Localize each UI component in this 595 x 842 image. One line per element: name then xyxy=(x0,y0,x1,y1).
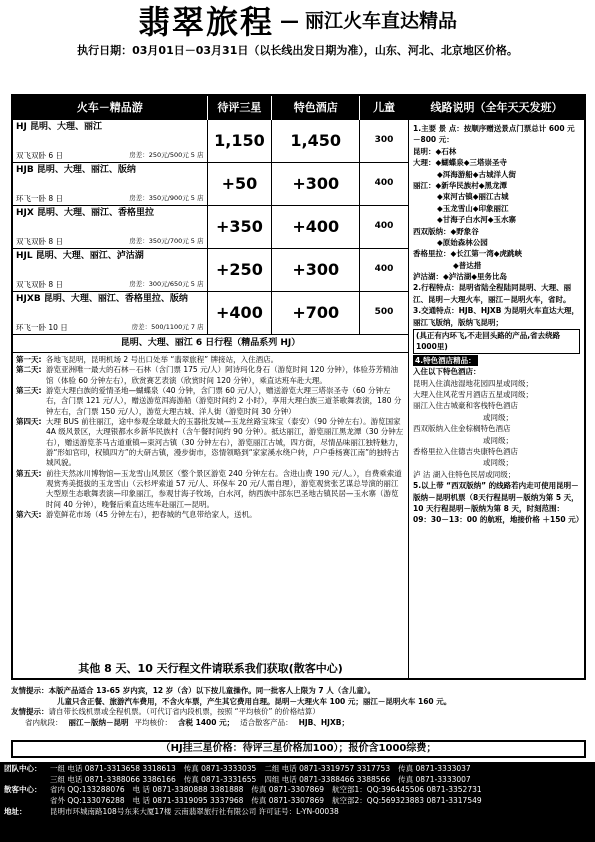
itinerary-title: 昆明、大理、丽江 6 日行程（精品系列 HJ） xyxy=(13,335,408,353)
price-child: 400 xyxy=(374,221,394,232)
contact-item: 传真 0871-3333035 xyxy=(183,764,257,773)
room-diff: 房差：500/1100元 7 店 xyxy=(131,322,204,331)
room-diff: 房差：250元/500元 5 店 xyxy=(129,150,204,159)
note-line: 昆明：◆石林 xyxy=(413,146,457,156)
price-special-hotel: +300 xyxy=(272,249,360,291)
room-diff: 房差：350元/900元 5 店 xyxy=(129,193,204,202)
price-three-star: +400 xyxy=(208,292,273,334)
main-table xyxy=(11,94,586,680)
boxed-note: (具正有内环飞,不走回头路的产品,省去绕路1000里) xyxy=(413,329,580,354)
note-line: 泸沽湖：◆泸沽湖◆里务比岛 xyxy=(413,272,508,282)
table-row xyxy=(13,292,408,335)
room-diff: 房差：300元/650元 5 店 xyxy=(129,279,204,288)
itinerary-footer: 其他 8 天、10 天行程文件请联系我们获取(散客中心) xyxy=(78,662,343,676)
route-notes-column xyxy=(409,96,584,678)
title-dash: — xyxy=(280,10,299,33)
price-special-hotel: +300 xyxy=(272,163,360,205)
day-label: 第三天: xyxy=(16,386,42,396)
day-label: 第二天: xyxy=(16,365,42,375)
hotel-item: 西双版纳入住金棕榈特色酒店 xyxy=(413,424,511,434)
note-line: ◆甘海子白水河◆玉水寨 xyxy=(437,215,517,225)
note-line: 西双版纳：◆野象谷 xyxy=(413,226,479,236)
hotel-item: 昆明入住滇池湿地花园四星或同级； xyxy=(413,378,533,388)
day-text: 前往天然冰川博物馆—玉龙雪山风景区（整个景区游览 240 分钟左右。含进山费 190 元/人。），自费乘索道观赏秀美挺拔的玉龙雪山（云杉坪索道 57 元/人、环保车 20 元/人需自理），游览观赏张艺谋总导演的丽江大型原生态歌舞表演—印象丽江，参观甘海子牧场，白水河，纳西族中部东巴圣地古镇民居—玉水寨（游览时间 40 分钟），晚餐后乘直达班车赴丽江—昆明。 xyxy=(46,468,402,509)
route-duration: 环飞一卧 10 日 xyxy=(16,322,68,332)
execution-dates: 执行日期：03月01日－03月31日（以长线出发日期为准），山东、河北、北京地区价格。 xyxy=(77,44,518,57)
route-name: HJX 昆明、大理、丽江、香格里拉 xyxy=(16,208,154,218)
tips-text: 请自带长线机票或全程机票。（可代订省内段机票，按照 “平均核价” 的价格结算） xyxy=(48,707,320,716)
contact-item: 省外 QQ:133076288 xyxy=(50,795,125,805)
hotel-item: 或同级； xyxy=(483,435,513,445)
note-line: 香格里拉：◆长江第一湾◆虎跳峡 xyxy=(413,249,523,259)
note-line: ◆束河古镇◆丽江古城 xyxy=(437,192,509,202)
contact-item: 三组 电话 0871-3388066 3386166 xyxy=(50,774,176,784)
address-label: 地址： xyxy=(4,806,27,816)
price-three-star: +350 xyxy=(208,206,273,248)
route-duration: 双飞双卧 8 日 xyxy=(16,279,64,289)
flight-price-label: 平均核价： xyxy=(134,717,172,727)
route-name: HJL 昆明、大理、丽江、泸沽湖 xyxy=(16,251,144,261)
note-line: ◆普达措 xyxy=(453,260,482,270)
flight-label: 省内航段： xyxy=(25,717,63,727)
contact-item: 一组 电话 0871-3313658 3318613 xyxy=(50,764,176,773)
flight-route: 丽江－版纳－昆明 xyxy=(68,717,129,727)
table-row xyxy=(13,120,408,163)
contact-item: 航空部1：QQ:396445506 0871-3352731 xyxy=(332,785,482,795)
contact-item: 电 话 0871-3319095 3337968 xyxy=(132,795,244,805)
day-text: 大理 BUS 前往丽江，途中参观全球最大的玉器批发城—玉龙丝路宝珠宝（泰安）（90 分钟左右）。游览国家 4A 级风景区，大理银都水乡新华民族村（含午餐时间约 90 分钟）。抵达丽江，游览丽江黑龙潭（30 分钟左右），赠送游览茶马古道重镇—束河古镇（30 分钟左右），游览丽江古城，四方街，尽情品味丽江独特魅力，游“形如官印，权镇四方”的大研古镇，漫步街市，恣情领略到“家家溪水绕户转，户户垂杨赛江南”的独特古城风貌。 xyxy=(46,417,404,468)
route-duration: 双飞双卧 6 日 xyxy=(16,150,64,160)
day-label: 第一天: xyxy=(16,355,42,364)
hotel-item: 香格里拉入住德吉央康特色酒店 xyxy=(413,446,518,456)
contact-footer xyxy=(0,762,595,842)
fit-label: 散客中心： xyxy=(4,785,42,795)
tips-label: 友情提示： xyxy=(11,707,49,716)
itinerary-day xyxy=(16,365,405,386)
table-row xyxy=(13,163,408,206)
header-three-star: 待评三星 xyxy=(208,96,273,120)
tips-text: 本版产品适合 13-65 岁内宾，12 岁（含）以下按儿童操作。同一批客人上限为 7 人（含儿童）。 xyxy=(48,686,375,695)
flight-price: 含税 1400 元； xyxy=(178,717,235,727)
header-special-hotel: 特色酒店 xyxy=(272,96,360,120)
route-duration: 环飞一卧 8 日 xyxy=(16,193,64,203)
price-child: 400 xyxy=(374,264,394,275)
tips-section xyxy=(11,686,586,738)
team-label: 团队中心： xyxy=(4,764,42,773)
route-name: HJ 昆明、大理、丽江 xyxy=(16,122,103,132)
team-row xyxy=(4,775,591,786)
note-line: 丽江：◆新华民族村◆黑龙潭 xyxy=(413,180,508,190)
note-line: 1.主要 景 点：按顺序赠送景点门票总计 600 元－800 元： xyxy=(413,124,575,145)
itinerary-body xyxy=(13,353,408,660)
price-special-hotel: +400 xyxy=(272,206,360,248)
flight-suit: HJB、HJXB； xyxy=(298,717,349,727)
itinerary-day xyxy=(16,469,405,510)
hotel-item: 大理入住风花雪月酒店五星或同级； xyxy=(413,389,533,399)
address-text: 昆明市环城南路108号东来大厦17楼 云南翡翠旅行社有限公司 许可证号：L-YN-00038 xyxy=(50,806,339,816)
day-label: 第六天: xyxy=(16,510,42,520)
note-line: 3.交通特点：HJB、HJXB 为昆明火车直达大理，丽江飞版纳，版纳飞昆明； xyxy=(413,306,580,327)
fit-row xyxy=(4,796,591,807)
day-text: 各地飞昆明，昆明机场 2 号出口处举 “翡翠旅程” 牌接站，入住酒店。 xyxy=(46,355,279,364)
price-three-star: 1,150 xyxy=(208,120,273,162)
itinerary-day xyxy=(16,386,405,417)
hotel-section-title: 4.特色酒店精品： xyxy=(415,355,476,365)
table-row xyxy=(13,249,408,292)
hotel-item: 或同级； xyxy=(483,458,513,468)
team-row xyxy=(4,764,591,775)
contact-item: 传真 0871-3331655 xyxy=(183,774,257,784)
hotel-item: 丽江入住古城豪和客栈特色酒店 xyxy=(413,401,518,411)
price-special-hotel: +700 xyxy=(272,292,360,334)
contact-item: 传真 0871-3307869 xyxy=(251,785,325,795)
contact-item: 传真 0871-3333037 xyxy=(398,764,471,773)
price-child: 300 xyxy=(374,135,394,146)
day-text: 游览大理白族的爱情圣地—蝴蝶泉（40 分钟，含门票 60 元/人），赠送游览大理三塔崇圣寺（60 分钟左右，含门票 121 元/人），赠送游览洱海游船（游览时间约 2 小时），享用大理白族三道茶歌舞表演，180 分钟左右，含门票 150 元/人），游览大理古城、洋人街（游览时间 30 分钟） xyxy=(46,386,402,416)
price-note: （HJ挂三星价格：待评三星价格加100）；报价含1000综费； xyxy=(11,740,586,758)
price-three-star: +50 xyxy=(208,163,273,205)
itinerary-day xyxy=(16,417,405,469)
price-special-hotel: 1,450 xyxy=(272,120,360,162)
product-subtitle: 丽江火车直达精品 xyxy=(305,10,458,33)
table-header xyxy=(13,96,408,120)
contact-item: 二组 电话 0871-3319757 3317753 xyxy=(264,764,391,773)
contact-item: 电 话 0871-3380888 3381888 xyxy=(132,785,244,795)
itinerary-day xyxy=(16,510,405,520)
pricing-column xyxy=(13,96,409,678)
header-child: 儿童 xyxy=(373,101,396,115)
contact-item: 省内 QQ:133288076 xyxy=(50,785,125,795)
itinerary-day xyxy=(16,355,405,365)
day-text: 游览亚洲唯一最大的石林－石林（含门票 175 元/人）阿诗玛化身石（游览时间 120 分钟），体验芬芳精油馆（体验 60 分钟左右），欣赏赛艺表演（欣赏时间 120 分钟），乘直达班车赴大理。 xyxy=(46,365,398,385)
note-line: ◆原始森林公园 xyxy=(437,237,488,247)
route-name: HJXB 昆明、大理、丽江、香格里拉、版纳 xyxy=(16,294,188,304)
route-notes-body xyxy=(409,120,584,678)
flight-info xyxy=(11,718,586,729)
note-banna: 5.以上带 “西双版纳” 的线路若内走可使用昆明－版纳－昆明机票（8天行程昆明－版纳为第 5 天，10 天行程昆明－版纳为第 8 天，时刻范围：09：30－13：00 的航班，地接价格 ＋150 元） xyxy=(413,481,584,525)
day-label: 第五天: xyxy=(16,468,42,478)
contact-item: 四组 电话 0871-3388466 3388566 xyxy=(264,774,391,784)
contact-item: 航空部2：QQ:569323883 0871-3317549 xyxy=(332,795,482,805)
price-child: 500 xyxy=(374,307,394,318)
address-row xyxy=(4,807,591,818)
brand-title: 翡翠旅程 xyxy=(137,3,274,41)
room-diff: 房差：350元/700元 5 店 xyxy=(129,236,204,245)
note-line: 2.行程特点：昆明省陆全程陆同昆明、大理、丽江、昆明－大理火车，丽江－昆明火车，省时。 xyxy=(413,283,572,304)
table-row xyxy=(13,206,408,249)
fit-row xyxy=(4,785,591,796)
header xyxy=(0,0,595,44)
route-notes-title: 线路说明（全年天天发班） xyxy=(409,96,584,120)
contact-item: 传真 0871-3307869 xyxy=(251,795,325,805)
day-label: 第四天: xyxy=(16,417,42,427)
route-name: HJB 昆明、大理、丽江、版纳 xyxy=(16,165,136,175)
hotel-intro: 入住以下特色酒店： xyxy=(413,367,481,377)
hotel-item: 泸 沽 湖入住特色民居或同级； xyxy=(413,469,516,479)
day-text: 游览鲜花市场（45 分钟左右），把春城的气息带给家人，送机。 xyxy=(46,510,257,520)
flight-suit-label: 适合散客产品： xyxy=(240,717,293,727)
contact-item: 传真 0871-3333007 xyxy=(398,774,471,784)
tips-text: 儿童只含正餐、旅游汽车费用，不含火车票，产生其它费用自理。昆明－大理火车 100 元；丽江－昆明火车 160 元。 xyxy=(57,696,452,706)
hotel-item: 或同级； xyxy=(483,412,513,422)
tips-label: 友情提示： xyxy=(11,686,49,695)
price-child: 400 xyxy=(374,178,394,189)
note-line: ◆玉龙雪山◆印象丽江 xyxy=(437,203,509,213)
note-line: ◆洱海游船◆古城洋人街 xyxy=(437,169,517,179)
header-product: 火车－精品游 xyxy=(13,96,208,120)
note-line: 大理：◆蝴蝶泉◆三塔崇圣寺 xyxy=(413,158,508,168)
route-duration: 双飞双卧 8 日 xyxy=(16,236,64,246)
price-three-star: +250 xyxy=(208,249,273,291)
